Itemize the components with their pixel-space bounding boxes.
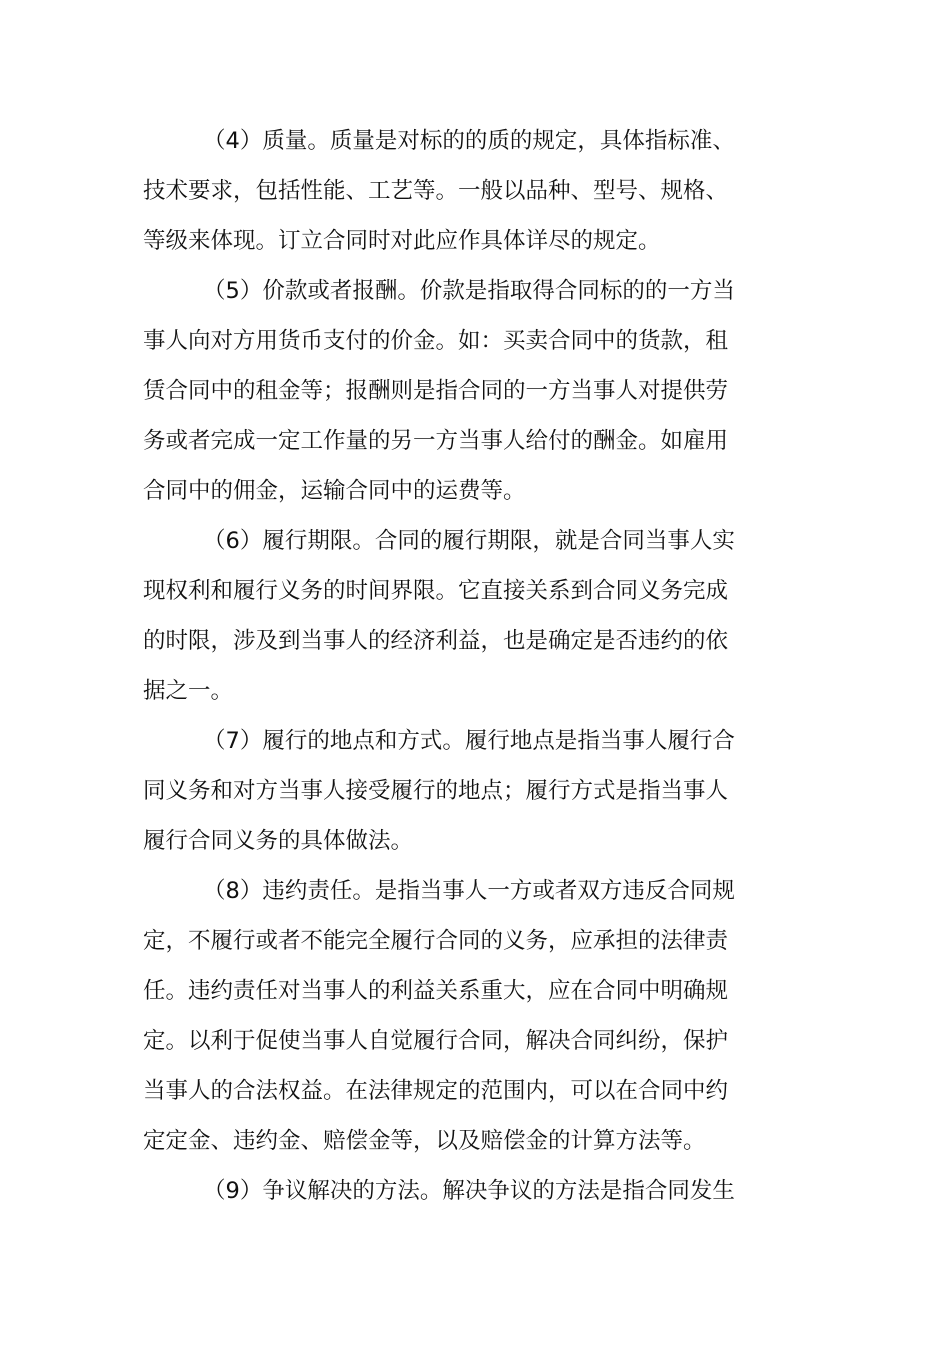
text-line: （8）违约责任。是指当事人一方或者双方违反合同规 xyxy=(203,878,735,904)
text-line: 当事人的合法权益。在法律规定的范围内，可以在合同中约 xyxy=(143,1078,729,1104)
paragraph-liability xyxy=(143,866,741,1166)
paragraph-quality xyxy=(143,116,741,266)
text-line: （5）价款或者报酬。价款是指取得合同标的的一方当 xyxy=(203,278,735,304)
text-line: 现权利和履行义务的时间界限。它直接关系到合同义务完成 xyxy=(143,578,729,604)
text-line: 合同中的佣金，运输合同中的运费等。 xyxy=(143,478,526,504)
text-line: 同义务和对方当事人接受履行的地点；履行方式是指当事人 xyxy=(143,778,729,804)
text-line: 定，不履行或者不能完全履行合同的义务，应承担的法律责 xyxy=(143,928,729,954)
text-line: 事人向对方用货币支付的价金。如：买卖合同中的货款，租 xyxy=(143,328,729,354)
paragraph-dispute-resolution xyxy=(143,1166,741,1216)
paragraph-price xyxy=(143,266,741,516)
text-line: 履行合同义务的具体做法。 xyxy=(143,828,414,854)
text-line: 赁合同中的租金等；报酬则是指合同的一方当事人对提供劳 xyxy=(143,378,729,404)
text-line: 定。以利于促使当事人自觉履行合同，解决合同纠纷，保护 xyxy=(143,1028,729,1054)
paragraph-term xyxy=(143,516,741,716)
text-line: 等级来体现。订立合同时对此应作具体详尽的规定。 xyxy=(143,228,661,254)
text-line: 任。违约责任对当事人的利益关系重大，应在合同中明确规 xyxy=(143,978,729,1004)
text-line: 务或者完成一定工作量的另一方当事人给付的酬金。如雇用 xyxy=(143,428,729,454)
text-line: （7）履行的地点和方式。履行地点是指当事人履行合 xyxy=(203,728,735,754)
text-line: 据之一。 xyxy=(143,678,234,704)
document-body xyxy=(143,116,741,1216)
text-line: 的时限，涉及到当事人的经济利益，也是确定是否违约的依 xyxy=(143,628,729,654)
text-line: （9）争议解决的方法。解决争议的方法是指合同发生 xyxy=(203,1178,735,1204)
text-line: （4）质量。质量是对标的的质的规定，具体指标准、 xyxy=(203,128,735,154)
text-line: （6）履行期限。合同的履行期限，就是合同当事人实 xyxy=(203,528,735,554)
text-line: 技术要求，包括性能、工艺等。一般以品种、型号、规格、 xyxy=(143,178,729,204)
text-line: 定定金、违约金、赔偿金等，以及赔偿金的计算方法等。 xyxy=(143,1128,706,1154)
paragraph-place-and-method xyxy=(143,716,741,866)
